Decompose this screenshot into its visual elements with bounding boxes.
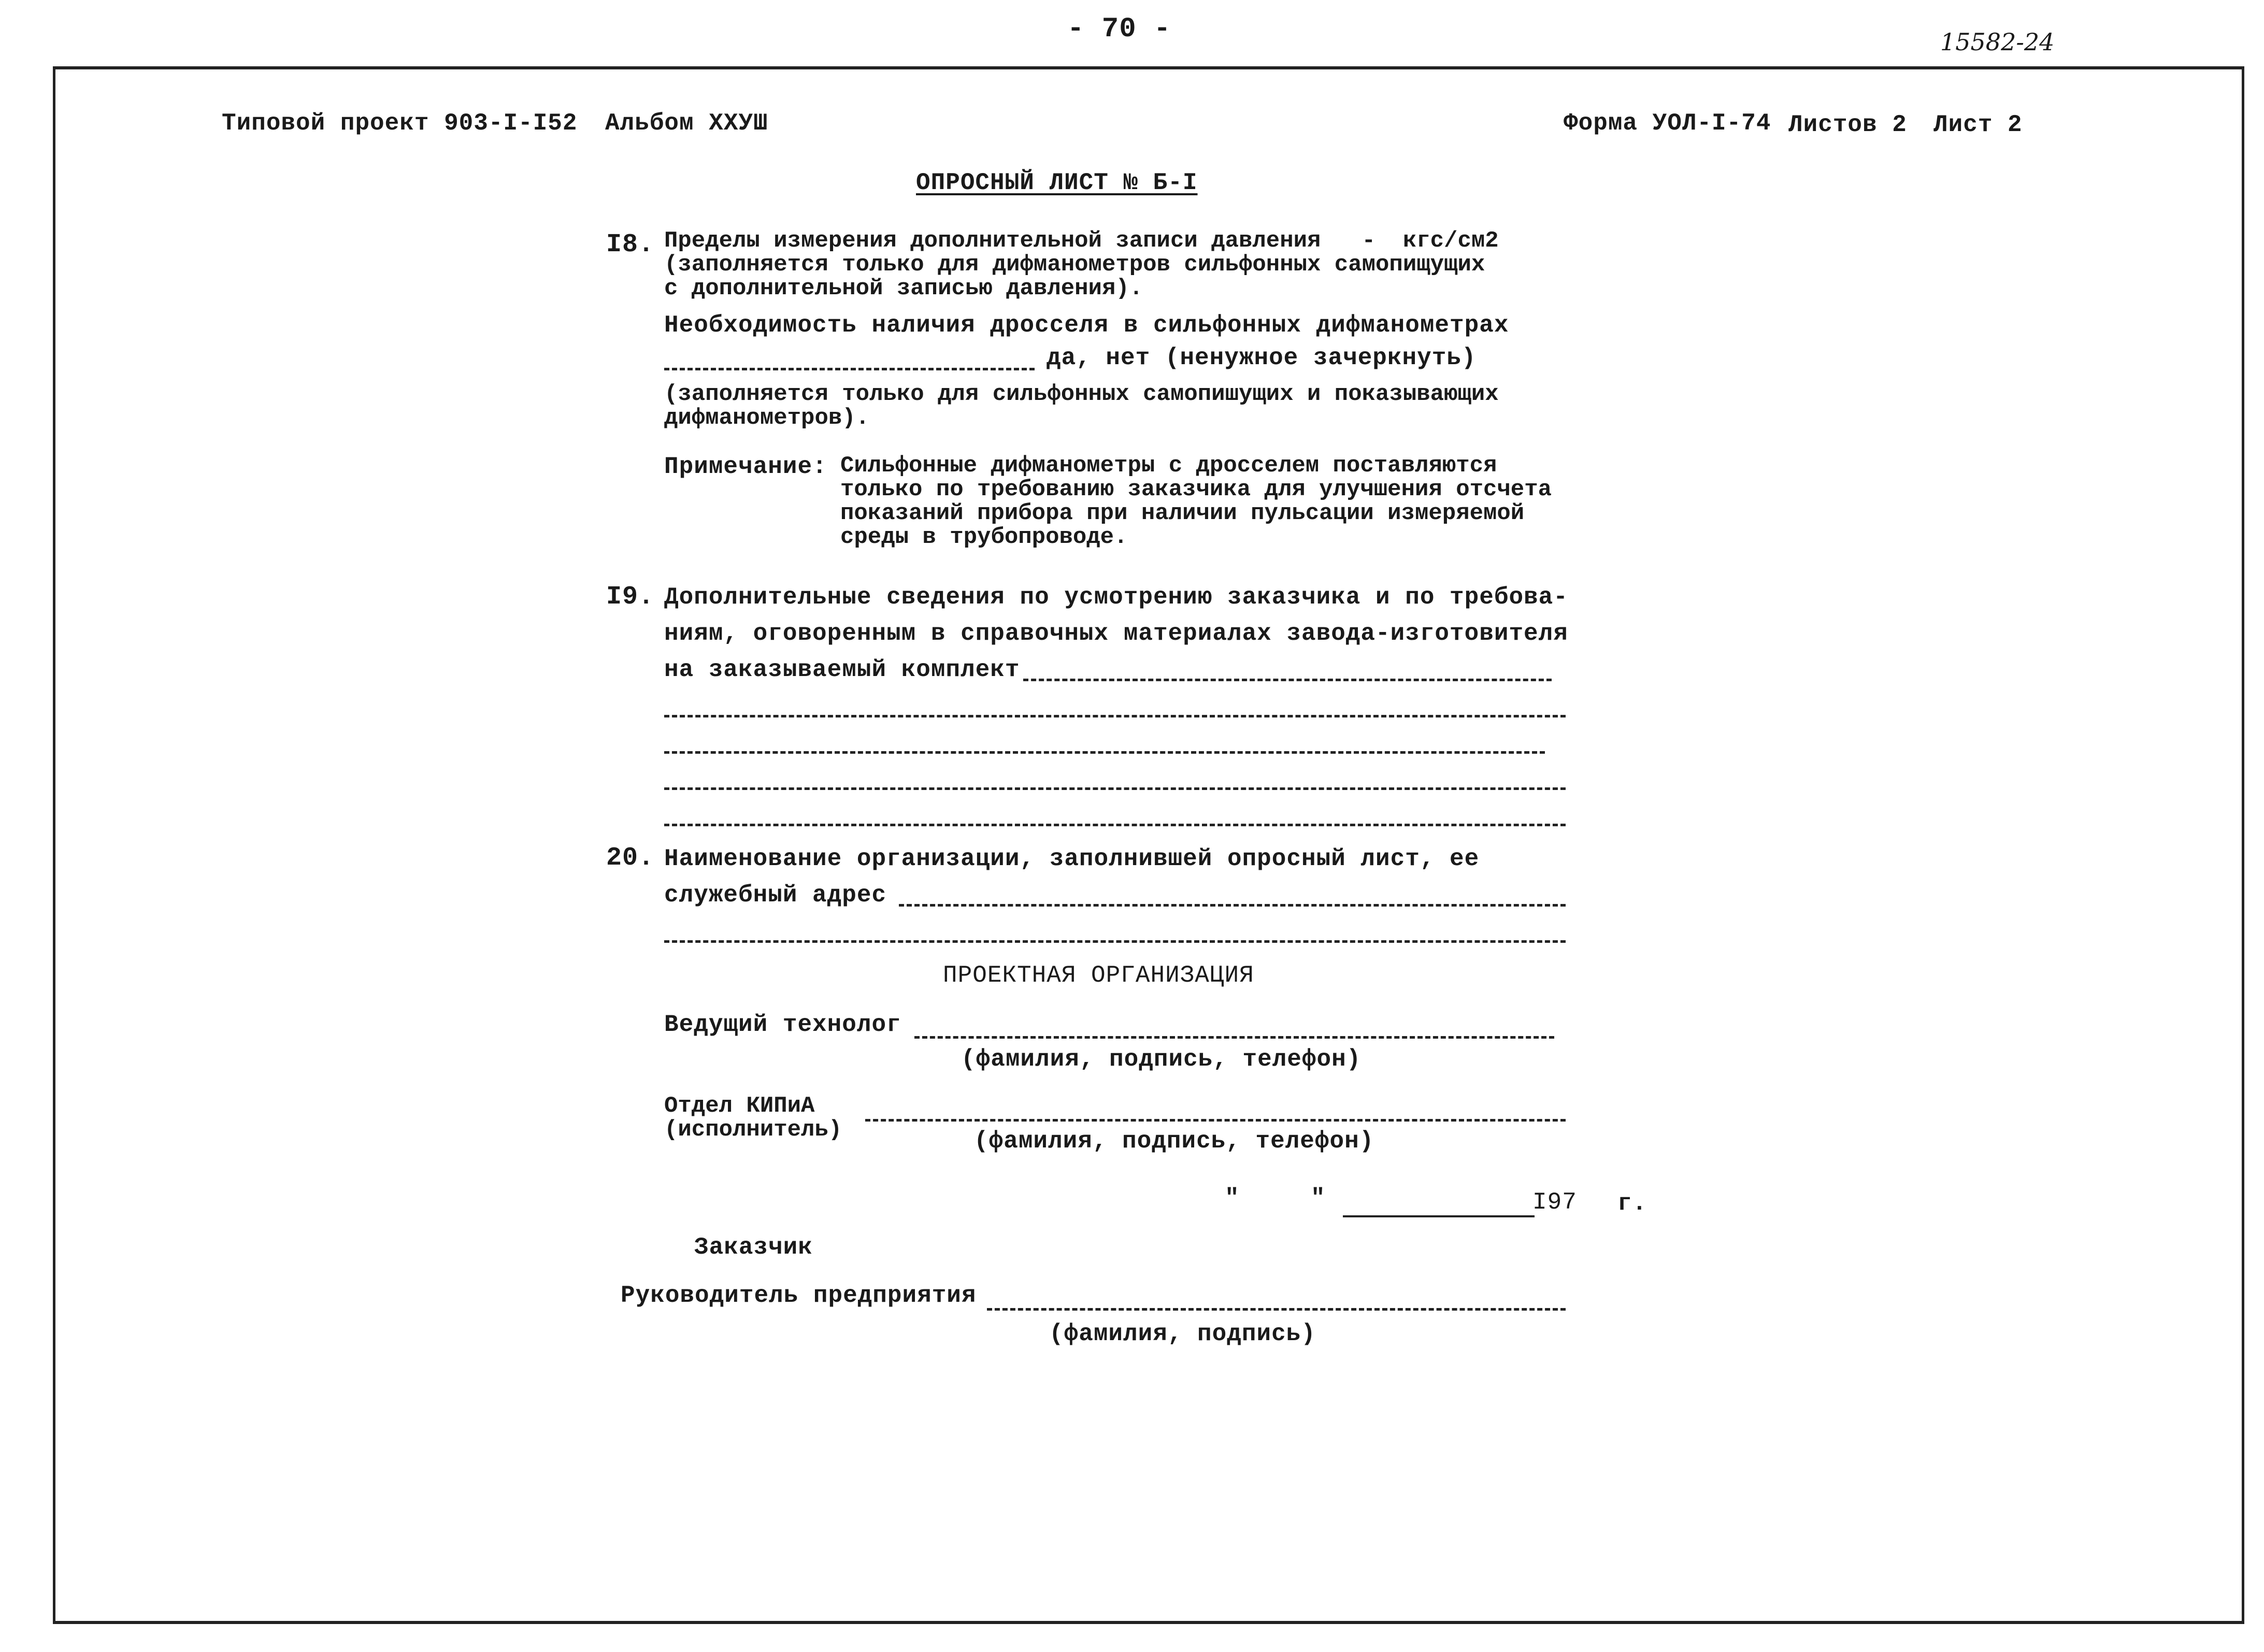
page-number: - 70 - xyxy=(1067,13,1171,45)
item19-answer-line-4[interactable] xyxy=(664,787,1566,790)
archive-number: 15582-24 xyxy=(1940,28,2055,56)
item20-number: 20. xyxy=(606,843,655,873)
item19-line-1: Дополнительные сведения по усмотрению заказчика и по требова- xyxy=(664,584,1568,611)
year-label: I97 xyxy=(1532,1189,1577,1216)
item19-answer-line-5[interactable] xyxy=(664,824,1566,826)
date-quote-open: " xyxy=(1225,1185,1240,1212)
fill-note-1: (заполняется только для сильфонных самопишущих и показывающих xyxy=(664,381,1499,407)
item18-number: I8. xyxy=(606,230,655,260)
item18-line-2: (заполняется только для дифманометров сильфонных самопищущих xyxy=(664,252,1485,278)
header-sheet: Лист 2 xyxy=(1933,111,2023,138)
item19-answer-line-2[interactable] xyxy=(664,715,1566,717)
design-org-heading: ПРОЕКТНАЯ ОРГАНИЗАЦИЯ xyxy=(943,962,1254,989)
signature-hint-2: (фамилия, подпись, телефон) xyxy=(974,1128,1374,1155)
page-title: ОПРОСНЫЙ ЛИСТ № Б-I xyxy=(916,169,1198,196)
year-suffix: г. xyxy=(1617,1190,1647,1217)
kip-dept-line[interactable] xyxy=(865,1119,1566,1122)
kip-dept-label: Отдел КИПиА xyxy=(664,1093,815,1119)
enterprise-head-line[interactable] xyxy=(987,1308,1566,1311)
note-line-2: только по требованию заказчика для улучшения отсчета xyxy=(840,477,1552,502)
item20-line-2: служебный адрес xyxy=(664,882,887,909)
header-album: Альбом XXУШ xyxy=(605,110,768,137)
item19-line-2: ниям, оговоренным в справочных материалах завода-изготовителя xyxy=(664,620,1568,647)
signature-hint-1: (фамилия, подпись, телефон) xyxy=(961,1046,1362,1073)
item20-answer-line-1[interactable] xyxy=(899,904,1566,907)
throttle-answer-line[interactable] xyxy=(664,368,1035,370)
kip-executor-label: (исполнитель) xyxy=(664,1117,842,1143)
item18-line-1: Пределы измерения дополнительной записи давления - кгс/см2 xyxy=(664,228,1499,254)
date-quote-close: " xyxy=(1311,1185,1326,1212)
customer-label: Заказчик xyxy=(694,1234,813,1261)
enterprise-head-label: Руководитель предприятия xyxy=(621,1282,977,1309)
note-label: Примечание: xyxy=(664,453,827,480)
lead-technologist-label: Ведущий технолог xyxy=(664,1011,901,1038)
item19-number: I9. xyxy=(606,582,655,612)
header-form: Форма УОЛ-I-74 xyxy=(1564,110,1771,137)
fill-note-2: дифманометров). xyxy=(664,405,870,431)
note-line-4: среды в трубопроводе. xyxy=(840,524,1128,550)
item19-line-3: на заказываемый комплект xyxy=(664,656,1020,683)
header-project: Типовой проект 903-I-I52 xyxy=(222,110,578,137)
throttle-choice: да, нет (ненужное зачеркнуть) xyxy=(1047,344,1477,371)
item19-answer-line-3[interactable] xyxy=(664,751,1545,754)
signature-hint-3: (фамилия, подпись) xyxy=(1049,1320,1316,1347)
item18-line-3: с дополнительной записью давления). xyxy=(664,276,1143,301)
note-line-3: показаний прибора при наличии пульсации измеряемой xyxy=(840,500,1525,526)
lead-technologist-line[interactable] xyxy=(914,1036,1554,1039)
item20-answer-line-2[interactable] xyxy=(664,940,1566,943)
item20-line-1: Наименование организации, заполнившей опросный лист, ее xyxy=(664,845,1480,872)
throttle-question: Необходимость наличия дросселя в сильфонных дифманометрах xyxy=(664,312,1509,339)
note-line-1: Сильфонные дифманометры с дросселем поставляются xyxy=(840,453,1497,479)
date-month-line[interactable] xyxy=(1343,1215,1535,1217)
header-sheets-total: Листов 2 xyxy=(1788,111,1907,138)
item19-answer-line-1[interactable] xyxy=(1023,679,1552,681)
